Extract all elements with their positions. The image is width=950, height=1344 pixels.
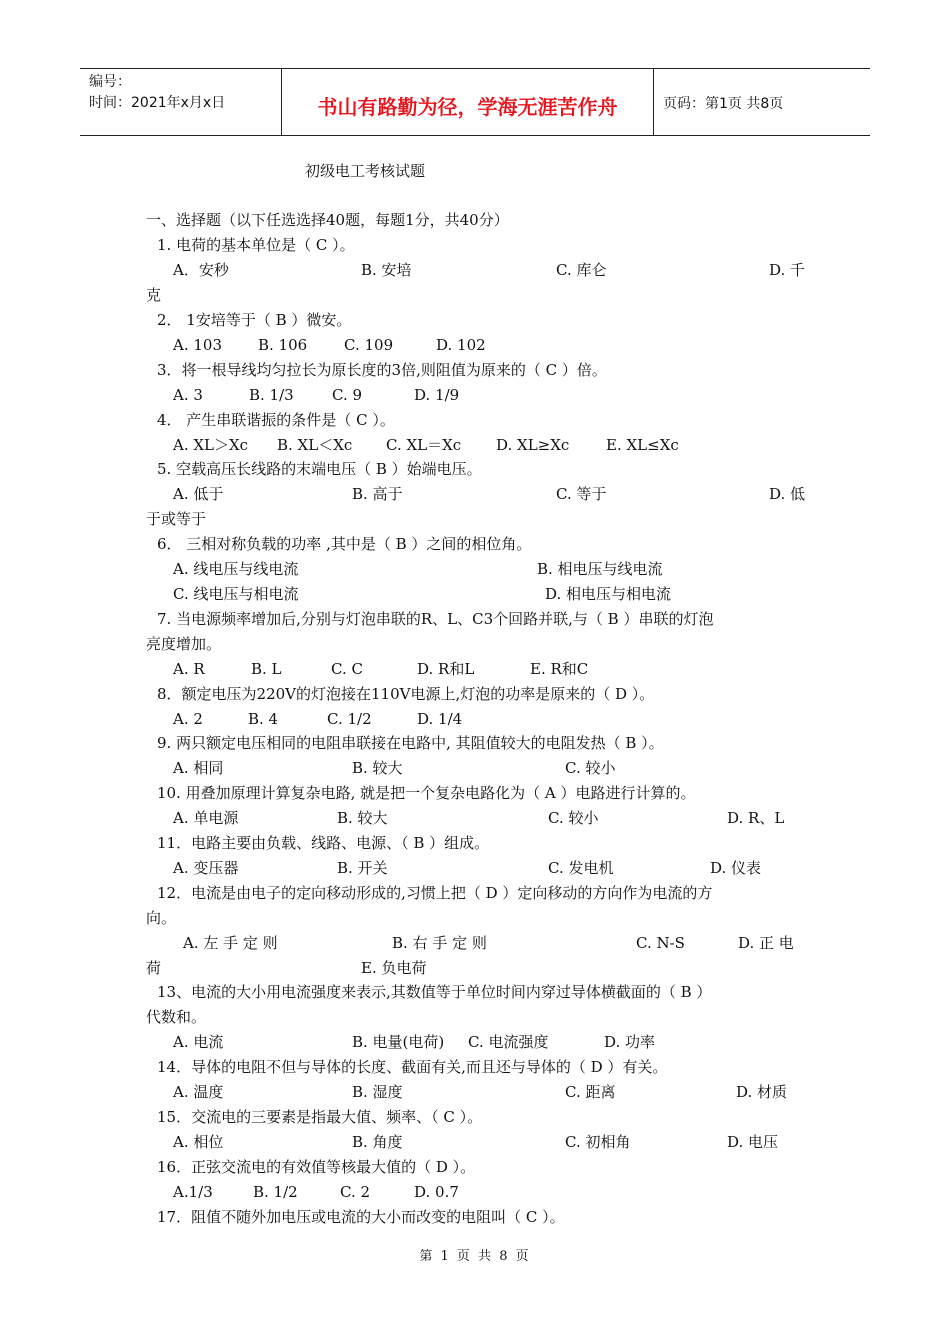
option-d: D. 1/4	[417, 710, 463, 728]
option-d: D. 功率	[604, 1033, 656, 1051]
option-a: A. 电流	[173, 1033, 224, 1051]
option-c: C. 初相角	[565, 1133, 631, 1151]
option-b: B. 1/2	[253, 1183, 298, 1201]
question-stem: 7. 当电源频率增加后,分别与灯泡串联的R、L、C3个回路并联,与（ B ）串联的灯泡	[157, 610, 714, 628]
option-wrap: 荷	[146, 959, 162, 977]
option-c: C. 1/2	[327, 710, 372, 728]
option-d: D. 相电压与相电流	[545, 585, 672, 603]
option-c: C. 109	[344, 336, 394, 354]
option-d: D. XL≥Xc	[496, 436, 570, 454]
option-b: B. 相电压与线电流	[537, 560, 663, 578]
option-b: B. 角度	[352, 1133, 403, 1151]
option-d: D. 材质	[736, 1083, 788, 1101]
page-header	[80, 68, 870, 136]
option-d: D. 电压	[727, 1133, 779, 1151]
question-stem: 16．正弦交流电的有效值等核最大值的（ D ）。	[157, 1158, 476, 1176]
date-label: 时间：2021年x月x日	[89, 95, 226, 111]
option-a: A. 单电源	[173, 809, 239, 827]
header-motto-cell	[282, 69, 654, 135]
question-stem: 2． 1安培等于（ B ）微安。	[157, 311, 352, 329]
option-b: B. 4	[248, 710, 279, 728]
option-c: C. 线电压与相电流	[173, 585, 299, 603]
option-b: B. 电量(电荷)	[352, 1033, 445, 1051]
option-a: A. 左 手 定 则	[183, 934, 278, 952]
header-motto: 书山有路勤为径，学海无涯苦作舟	[317, 95, 618, 119]
question-stem: 17．阻值不随外加电压或电流的大小而改变的电阻叫（ C ）。	[157, 1208, 565, 1226]
page-footer: 第 1 页 共 8 页	[419, 1249, 531, 1264]
option-b: B. 右 手 定 则	[392, 934, 487, 952]
option-wrap: 于或等于	[146, 510, 207, 528]
option-a: A. 103	[173, 336, 222, 354]
option-d: D. R和L	[417, 660, 475, 678]
option-wrap: 克	[146, 286, 162, 304]
question-stem: 1. 电荷的基本单位是（ C ）。	[157, 236, 355, 254]
option-b: B. 较大	[352, 759, 403, 777]
option-d: D. 低	[769, 485, 806, 503]
option-c: C. 电流强度	[468, 1033, 549, 1051]
option-c: C. 较小	[548, 809, 599, 827]
option-d: D. 102	[436, 336, 486, 354]
question-stem: 12．电流是由电子的定向移动形成的,习惯上把（ D ）定向移动的方向作为电流的方	[157, 884, 713, 902]
option-b: B. L	[251, 660, 282, 678]
option-a: A. 2	[173, 710, 203, 728]
option-a: A. 线电压与线电流	[173, 560, 299, 578]
question-wrap: 向。	[146, 909, 177, 927]
option-e: E. R和C	[530, 660, 589, 678]
option-c: C. 库仑	[556, 261, 607, 279]
option-d: D. 正 电	[738, 934, 794, 952]
option-b: B. 1/3	[249, 386, 294, 404]
page-info: 页码：第1页 共8页	[663, 96, 784, 112]
option-e: E. XL≤Xc	[606, 436, 679, 454]
option-c: C. C	[331, 660, 363, 678]
question-stem: 8．额定电压为220V的灯泡接在110V电源上,灯泡的功率是原来的（ D ）。	[157, 685, 655, 703]
question-stem: 14．导体的电阻不但与导体的长度、截面有关,而且还与导体的（ D ）有关。	[157, 1058, 668, 1076]
option-c: C. 发电机	[548, 859, 614, 877]
option-b: B. 湿度	[352, 1083, 403, 1101]
number-label: 编号：	[89, 74, 131, 90]
option-a: A. XL＞Xc	[173, 436, 249, 454]
question-stem: 15．交流电的三要素是指最大值、频率、（ C ）。	[157, 1108, 483, 1126]
question-stem: 11．电路主要由负载、线路、电源、（ B ）组成。	[157, 834, 490, 852]
question-stem: 3．将一根导线均匀拉长为原长度的3倍,则阻值为原来的（ C ）倍。	[157, 361, 607, 379]
option-c: C. N-S	[636, 934, 685, 952]
option-b: B. 较大	[337, 809, 388, 827]
question-stem: 9. 两只额定电压相同的电阻串联接在电路中, 其阻值较大的电阻发热（ B ）。	[157, 734, 664, 752]
option-a: A.1/3	[173, 1183, 213, 1201]
option-a: A．安秒	[173, 261, 229, 279]
option-a: A. 3	[173, 386, 203, 404]
option-d: D. 0.7	[414, 1183, 459, 1201]
option-d: D. 仪表	[710, 859, 762, 877]
option-b: B. XL＜Xc	[277, 436, 353, 454]
option-d: D. 千	[769, 261, 806, 279]
option-a: A. 温度	[173, 1083, 224, 1101]
question-wrap: 亮度增加。	[146, 635, 222, 653]
option-c: C. 较小	[565, 759, 616, 777]
option-a: A. R	[173, 660, 205, 678]
document-title: 初级电工考核试题	[305, 162, 426, 180]
question-stem: 4． 产生串联谐振的条件是（ C ）。	[157, 411, 395, 429]
option-a: A. 相位	[173, 1133, 224, 1151]
option-a: A. 低于	[173, 485, 224, 503]
option-c: C. 距离	[565, 1083, 616, 1101]
question-wrap: 代数和。	[146, 1008, 207, 1026]
option-e: E. 负电荷	[361, 959, 427, 977]
question-stem: 10. 用叠加原理计算复杂电路, 就是把一个复杂电路化为（ A ）电路进行计算的。	[157, 784, 696, 802]
question-stem: 13、电流的大小用电流强度来表示,其数值等于单位时间内穿过导体横截面的（ B ）	[157, 983, 712, 1001]
question-stem: 6． 三相对称负载的功率 ,其中是（ B ）之间的相位角。	[157, 535, 532, 553]
option-c: C. XL＝Xc	[386, 436, 462, 454]
option-c: C. 2	[340, 1183, 371, 1201]
option-b: B. 安培	[361, 261, 412, 279]
question-stem: 5. 空载高压长线路的末端电压（ B ）始端电压。	[157, 460, 482, 478]
option-a: A. 相同	[173, 759, 224, 777]
header-info	[80, 69, 282, 135]
option-c: C. 9	[332, 386, 363, 404]
option-b: B. 106	[258, 336, 308, 354]
option-b: B. 高于	[352, 485, 403, 503]
option-a: A. 变压器	[173, 859, 239, 877]
option-c: C. 等于	[556, 485, 607, 503]
section-heading: 一、选择题（以下任选选择40题，每题1分，共40分）	[146, 211, 509, 229]
option-d: D. R、L	[727, 809, 785, 827]
option-b: B. 开关	[337, 859, 388, 877]
option-d: D. 1/9	[414, 386, 460, 404]
